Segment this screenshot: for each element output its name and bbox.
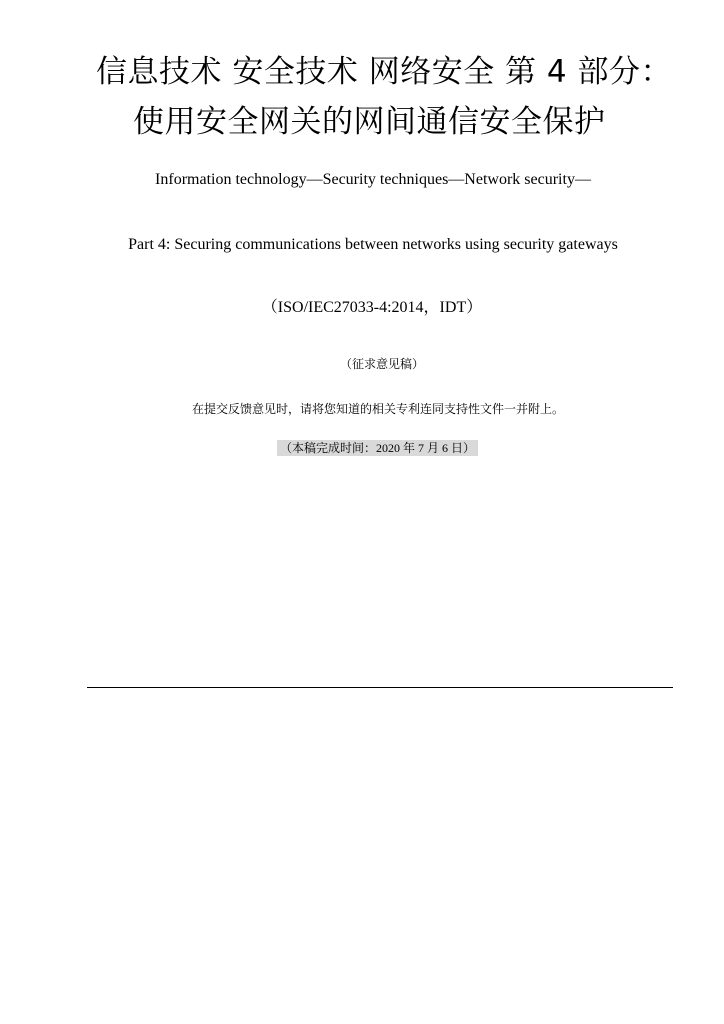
submission-notice: 在提交反馈意见时，请将您知道的相关专利连同支持性文件一并附上。 — [191, 402, 564, 416]
draft-status: （征求意见稿） — [339, 357, 424, 371]
standard-reference: （ISO/IEC27033-4:2014，IDT） — [261, 299, 483, 316]
title-english-line-2: Part 4: Securing communications between networks using security gateways — [128, 236, 618, 253]
title-english-line-1: Information technology—Security techniques—Network security— — [155, 171, 591, 188]
completion-date: （本稿完成时间：2020 年 7 月 6 日） — [277, 440, 478, 456]
title-chinese-line-2: 使用安全网关的网间通信安全保护 — [133, 104, 606, 140]
horizontal-divider — [87, 687, 673, 688]
title-chinese-line-1: 信息技术 安全技术 网络安全 第 4 部分： — [96, 54, 672, 90]
